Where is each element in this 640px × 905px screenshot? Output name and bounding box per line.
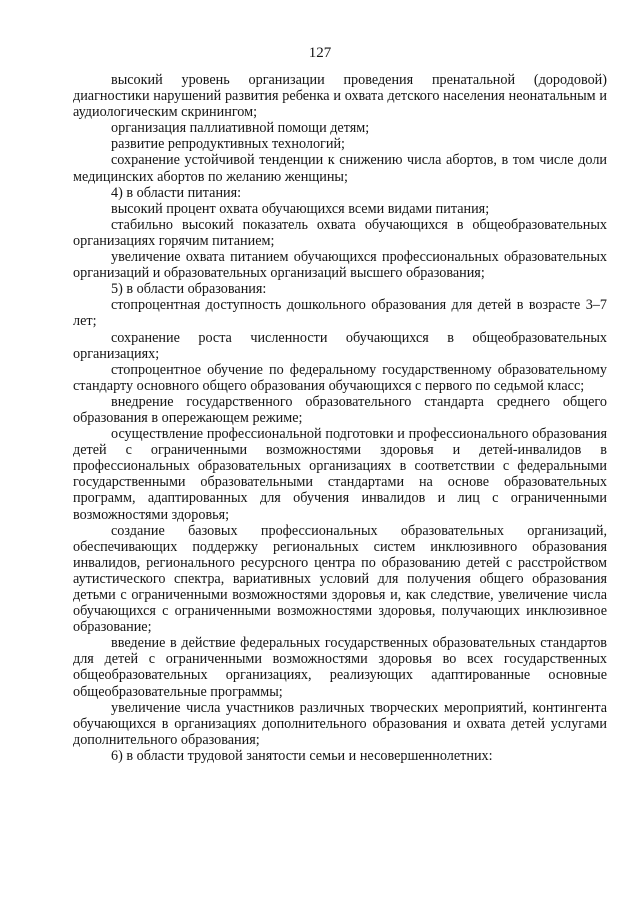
section-heading-employment: 6) в области трудовой занятости семьи и несовершеннолетних: bbox=[111, 747, 493, 764]
paragraph-reproductive-tech: развитие репродуктивных технологий; bbox=[111, 136, 345, 153]
page-number: 127 bbox=[308, 45, 332, 61]
paragraph-vocational-nutrition: увеличение охвата питанием обучающихся профессиональных образовательных организаций и образовательных организаций высшего образования; bbox=[73, 249, 607, 282]
document-body bbox=[73, 72, 607, 764]
paragraph-preschool-access: стопроцентная доступность дошкольного образования для детей в возрасте 3–7 лет; bbox=[73, 297, 607, 330]
paragraph-hot-meals: стабильно высокий показатель охвата обучающихся в общеобразовательных организациях горячим питанием; bbox=[73, 216, 607, 249]
paragraph-fgos-secondary: внедрение государственного образовательного стандарта среднего общего образования в опережающем режиме; bbox=[73, 393, 607, 426]
paragraph-vocational-disabled: осуществление профессиональной подготовки и профессионального образования детей с ограниченными возможностями здоровья и детей-инвалидов в профессиональных образовательных организациях в соответствии с федеральными государственными образовательными стандартами на основе образовательных программ, адаптированных для обучения инвалидов и лиц с ограниченными возможностями здоровья; bbox=[73, 426, 607, 523]
section-heading-education: 5) в области образования: bbox=[111, 281, 267, 298]
paragraph-student-growth: сохранение роста численности обучающихся в общеобразовательных организациях; bbox=[73, 329, 607, 362]
paragraph-creative-events: увеличение числа участников различных творческих мероприятий, контингента обучающихся в организациях дополнительного образования и охвата детей услугами дополнительного образования; bbox=[73, 699, 607, 748]
paragraph-nutrition-coverage: высокий процент охвата обучающихся всеми видами питания; bbox=[111, 200, 490, 217]
paragraph-prenatal-diagnostics: высокий уровень организации проведения пренатальной (дородовой) диагностики нарушений развития ребенка и охвата детского населения неонатальным и аудиологическим скринингом; bbox=[73, 72, 607, 121]
section-heading-nutrition: 4) в области питания: bbox=[111, 184, 242, 201]
paragraph-palliative-care: организация паллиативной помощи детям; bbox=[111, 120, 370, 137]
paragraph-fgos-disabled: введение в действие федеральных государственных образовательных стандартов для детей с ограниченными возможностями здоровья во всех государственных общеобразовательных организациях, реализующих адаптированные основные общеобразовательные программы; bbox=[73, 635, 607, 700]
paragraph-inclusive-organizations: создание базовых профессиональных образовательных организаций, обеспечивающих поддержку региональных систем инклюзивного образования инвалидов, регионального ресурсного центра по образованию детей с расстройством аутистического спектра, вариативных условий для получения общего образования детьми с ограниченными возможностями здоровья и, как следствие, увеличение числа обучающихся с ограниченными возможностями здоровья, получающих инклюзивное образование; bbox=[73, 522, 607, 636]
paragraph-fgos-basic: стопроцентное обучение по федеральному государственному образовательному стандарту основного общего образования обучающихся с первого по седьмой класс; bbox=[73, 361, 607, 394]
paragraph-abortion-reduction: сохранение устойчивой тенденции к снижению числа абортов, в том числе доли медицинских абортов по желанию женщины; bbox=[73, 152, 607, 185]
